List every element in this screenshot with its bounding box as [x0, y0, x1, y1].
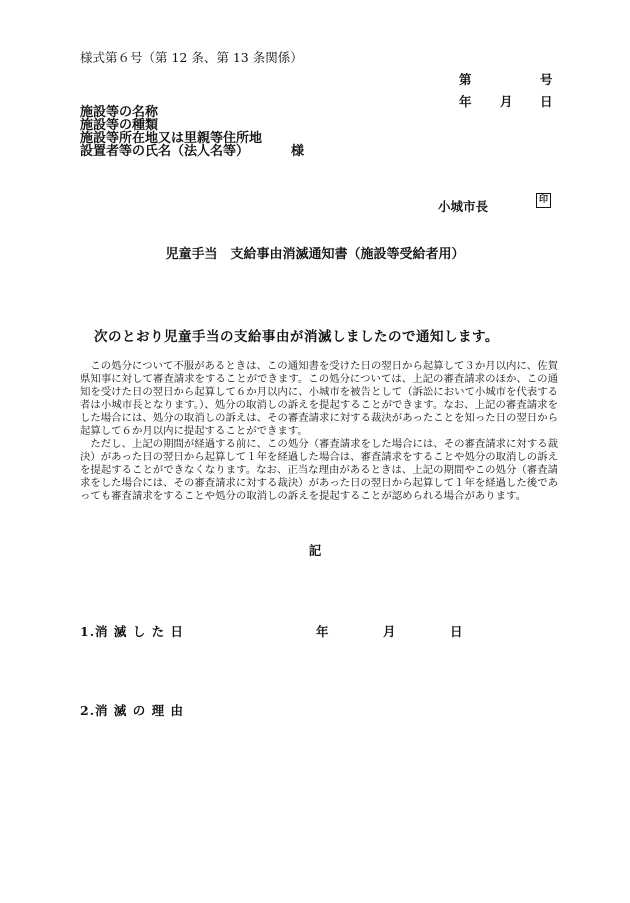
issue-date-month: 月 [500, 94, 513, 109]
extinction-date-day: 日 [450, 624, 463, 639]
appeal-notice-paragraph-1: この処分について不服があるときは、この通知書を受けた日の翌日から起算して３か月以内に、佐賀県知事に対して審査請求をすることができます。この処分については、上記の審査請求のほか、この通知を受けた日の翌日から起算して６か月以内に、小城市を被告として（訴訟において小城市を代表する者は小城市長となります。）、処分の取消しの訴えを提起することができます。なお、上記の審査請求をした場合には、処分の取消しの訴えは、その審査請求に対する裁決があったことを知った日の翌日から起算して６か月以内に提起することができます。 [80, 360, 558, 437]
extinction-date-year: 年 [316, 624, 329, 639]
lead-statement: 次のとおり児童手当の支給事由が消滅しましたので通知します。 [94, 329, 499, 345]
issue-date-year: 年 [459, 94, 472, 109]
document-title: 児童手当 支給事由消滅通知書（施設等受給者用） [165, 247, 465, 262]
appeal-notice-paragraph-2: ただし、上記の期間が経過する前に、この処分（審査請求をした場合には、その審査請求に対する裁決）があった日の翌日から起算して１年を経過した場合は、審査請求をすることや処分の取消しの訴えを提起することができなくなります。なお、正当な理由があるときは、上記の期間やこの処分（審査請求をした場合には、その審査請求に対する裁決）があった日の翌日から起算して１年を経過した後であっても審査請求をすることや処分の取消しの訴えを提起することが認められる場合があります。 [80, 438, 558, 502]
ki-heading: 記 [308, 543, 322, 558]
extinction-date-label: 1.消 滅 し た 日 [80, 624, 184, 639]
appeal-notice [80, 360, 558, 503]
issue-date-day: 日 [540, 94, 553, 109]
facility-name-label: 施設等の名称 [80, 105, 159, 120]
document-number-unit: 号 [540, 72, 553, 87]
issuer-mayor: 小城市長 [438, 199, 489, 214]
addressee-block [80, 106, 304, 158]
facility-type-label: 施設等の種類 [80, 118, 159, 133]
facility-address-label: 施設等所在地又は里親等住所地 [80, 131, 263, 146]
seal-stamp: 印 [536, 193, 551, 208]
extinction-reason-label: 2.消 滅 の 理 由 [80, 703, 184, 718]
founder-name-line [80, 145, 304, 158]
extinction-date-month: 月 [383, 624, 396, 639]
honorific: 様 [291, 144, 305, 159]
founder-name-label: 設置者等の氏名（法人名等） [80, 144, 250, 159]
form-number: 様式第６号（第 12 条、第 13 条関係） [80, 50, 303, 65]
document-number-label: 第 [459, 72, 472, 87]
